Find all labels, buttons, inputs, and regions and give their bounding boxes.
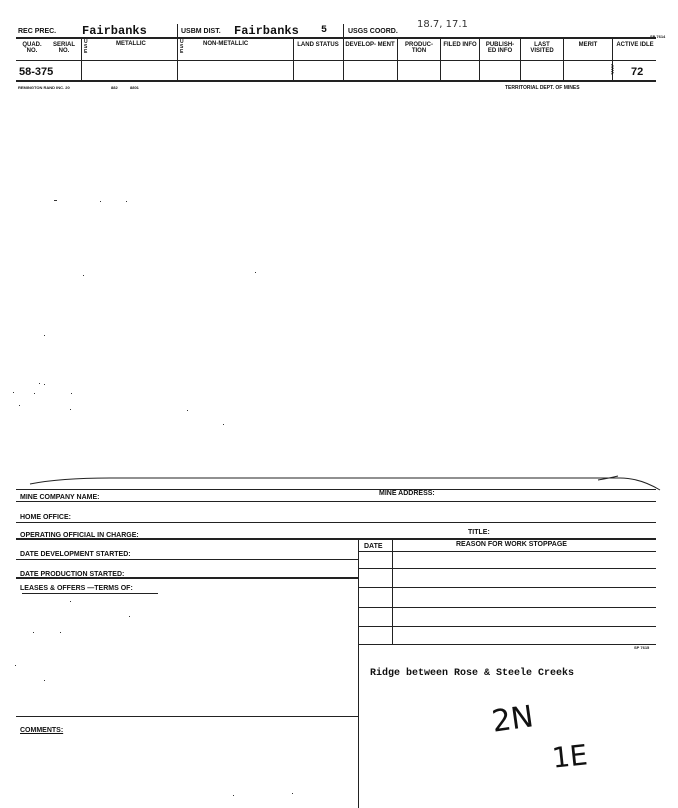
col-published-info: PUBLISH- ED INFO [485,42,515,54]
col-production: PRODUC- TION [405,42,433,54]
card-edge [0,470,678,500]
mine-company-name-label: MINE COMPANY NAME: [20,494,100,501]
location-note: Ridge between Rose & Steele Creeks [370,668,575,679]
bottom-form-number: SP 7615 [634,645,650,650]
usbm-dist-label: USBM DIST. [181,28,221,35]
usbm-dist-suffix: 5 [321,25,328,36]
handwritten-range: 1E [550,738,590,775]
col-last-visited: LAST VISITED [530,42,554,54]
date-production-label: DATE PRODUCTION STARTED: [20,571,125,578]
usbm-dist-value: Fairbanks [234,24,299,38]
top-column-header-rule [16,60,656,61]
home-office-label: HOME OFFICE: [20,514,71,521]
usgs-coord-label: USGS COORD. [348,28,398,35]
top-header-rule [16,37,656,39]
rec-prec-value: Fairbanks [82,24,147,38]
comments-label: COMMENTS: [20,727,64,734]
col-nonmetallic: NON-METALLIC [203,41,249,47]
active-idle-mark: ⧘ [611,62,614,78]
col-metallic-use: U S E [84,39,88,55]
col-nonmetallic-use: U S E [180,39,184,55]
stoppage-table-left [358,538,359,808]
serial-value: 58-375 [19,66,54,78]
title-label: TITLE: [468,529,490,536]
mine-address-label: MINE ADDRESS: [379,490,435,497]
col-filed-info: FILED INFO [443,42,477,48]
stoppage-reason-header: REASON FOR WORK STOPPAGE [456,541,567,548]
date-development-label: DATE DEVELOPMENT STARTED: [20,551,131,558]
stoppage-date-header: DATE [364,543,383,550]
operating-official-label: OPERATING OFFICIAL IN CHARGE: [20,532,139,539]
col-serial-no: SERIAL NO. [52,42,75,54]
col-quad-no: QUAD. NO. [22,42,42,54]
bottom-card [0,470,678,808]
col-active-idle: ACTIVE IDLE [616,42,654,48]
top-card [0,0,678,100]
footer-code2: 8801 [130,85,139,90]
col-merit: MERIT [578,42,598,48]
stoppage-date-divider [392,538,393,644]
footer-right: TERRITORIAL DEPT. OF MINES [505,85,580,91]
top-row-bottom-rule [16,80,656,82]
handwritten-township: 2N [489,699,536,740]
footer-code1: 882 [111,85,118,90]
active-idle-value: 72 [631,66,644,78]
top-form-number: SP 7614 [650,34,666,39]
col-metallic: METALLIC [116,41,146,47]
top-rule [16,489,656,490]
leases-label: LEASES & OFFERS —TERMS OF: [20,585,133,592]
col-land-status: LAND STATUS [297,42,339,48]
col-development: DEVELOP- MENT [345,42,395,48]
rec-prec-label: REC PREC. [18,28,57,35]
usgs-coord-value: 18.7, 17.1 [417,19,468,30]
footer-left: REMINGTON RAND INC. 20 [18,85,70,90]
